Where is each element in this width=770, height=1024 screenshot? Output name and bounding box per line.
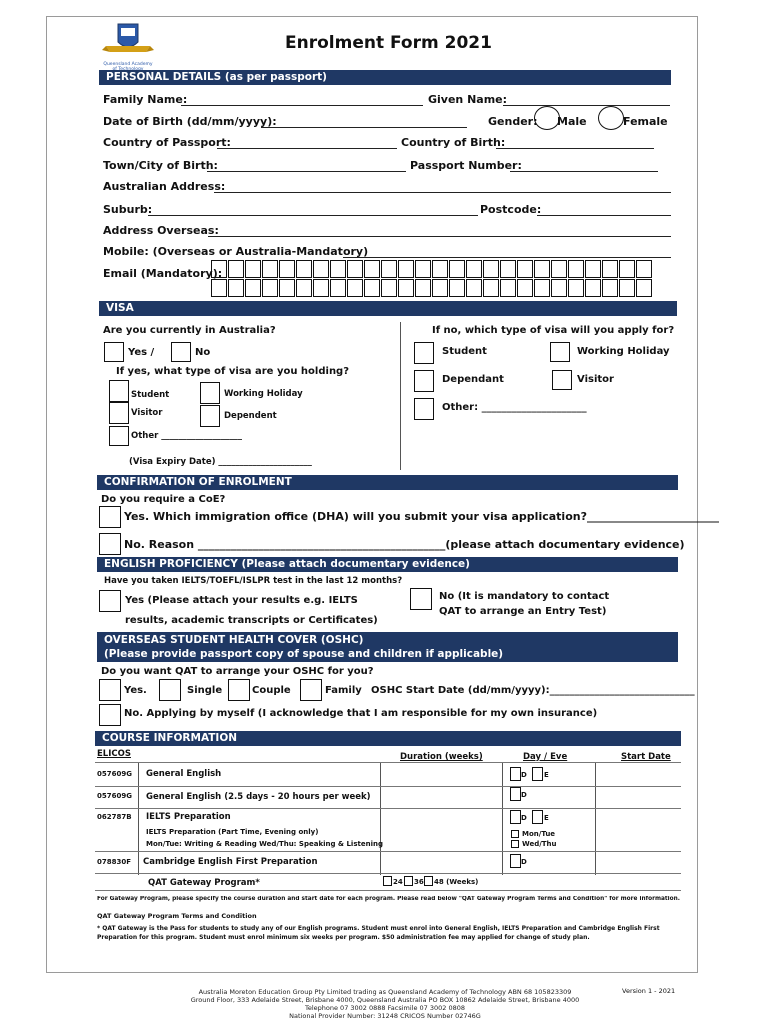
male-label: Male [557, 115, 587, 128]
working-holiday-checkbox[interactable] [200, 382, 220, 404]
email-char-box[interactable] [381, 260, 397, 278]
course-row-divider [95, 873, 681, 874]
postcode-field[interactable] [537, 215, 671, 216]
visa-bar: VISA [99, 301, 677, 316]
email-char-box[interactable] [432, 279, 448, 297]
email-char-box[interactable] [398, 260, 414, 278]
email-char-box[interactable] [330, 279, 346, 297]
english-question: Have you taken IELTS/TOEFL/ISLPR test in the last 12 months? [104, 576, 403, 586]
apply-dependant-label: Dependant [442, 374, 504, 385]
footer-line: National Provider Number: 31248 CRICOS Number 02746G [289, 1012, 481, 1020]
visa-expiry: (Visa Expiry Date) ______________________ [129, 457, 312, 467]
day-label: D [521, 771, 527, 779]
email-char-box[interactable] [279, 260, 295, 278]
q-visa-holding: If yes, what type of visa are you holding? [116, 366, 350, 377]
email-char-box[interactable] [364, 279, 380, 297]
aus-address-field[interactable] [214, 192, 671, 193]
suburb-label: Suburb: [103, 203, 153, 216]
dependent-checkbox[interactable] [200, 405, 220, 427]
day-checkbox[interactable] [510, 854, 521, 868]
other-checkbox[interactable] [109, 426, 129, 446]
course-col-divider [380, 762, 381, 875]
shield-logo-icon [102, 22, 154, 58]
email-char-box[interactable] [500, 260, 516, 278]
course-col-divider [502, 762, 503, 875]
mon-tue-label: Mon/Tue [522, 830, 556, 838]
no-label: No [195, 347, 211, 358]
footer-line: Australia Moreton Education Group Pty Limited trading as Queensland Academy of Technology ABN 68 105823309 [198, 988, 572, 996]
email-char-box[interactable] [449, 279, 465, 297]
mon-tue-checkbox[interactable] [511, 830, 519, 838]
page-title: Enrolment Form 2021 [285, 33, 492, 53]
email-char-box[interactable] [602, 279, 618, 297]
oshc-yes-checkbox[interactable] [99, 679, 121, 701]
yes-checkbox[interactable] [104, 342, 124, 362]
english-no-checkbox[interactable] [410, 588, 432, 610]
english-bar: ENGLISH PROFICIENCY (Please attach documentary evidence) [97, 557, 678, 572]
oshc-no-text: No. Applying by myself (I acknowledge that I am responsible for my own insurance) [124, 708, 598, 719]
dependent-label: Dependent [224, 411, 277, 421]
oshc-bar-line1: OVERSEAS STUDENT HEALTH COVER (OSHC) [104, 634, 364, 646]
course-code: 062787B [97, 813, 132, 821]
course-name: General English (2.5 days - 20 hours per week) [146, 792, 371, 802]
weeks-48-label: 48 (Weeks) [434, 878, 479, 886]
course-code: 057609G [97, 792, 132, 800]
email-char-box[interactable] [500, 279, 516, 297]
oshc-start-date: OSHC Start Date (dd/mm/yyyy):_____________________________ [371, 685, 695, 696]
oshc-family-label: Family [325, 685, 362, 696]
course-bar: COURSE INFORMATION [95, 731, 681, 746]
email-char-box[interactable] [483, 260, 499, 278]
dob-field[interactable] [261, 127, 467, 128]
email-char-box[interactable] [347, 260, 363, 278]
country-birth-field[interactable] [496, 148, 654, 149]
personal-details-bar: PERSONAL DETAILS (as per passport) [99, 70, 671, 85]
course-code: 057609G [97, 770, 132, 778]
email-char-box[interactable] [534, 279, 550, 297]
town-birth-label: Town/City of Birth: [103, 159, 218, 172]
day-eve-header: Day / Eve [523, 752, 568, 762]
oshc-couple-label: Couple [252, 685, 291, 696]
logo-text: Queensland Academy [103, 62, 153, 67]
email-char-box[interactable] [619, 279, 635, 297]
email-char-box[interactable] [585, 260, 601, 278]
email-char-box[interactable] [245, 260, 261, 278]
ielts-sub1: IELTS Preparation (Part Time, Evening only) [146, 828, 319, 836]
student-label: Student [131, 390, 170, 400]
english-yes-line2: results, academic transcripts or Certificates) [125, 615, 378, 626]
coe-no-checkbox[interactable] [99, 533, 121, 555]
country-passport-label: Country of Passport: [103, 136, 231, 149]
apply-student-label: Student [442, 346, 487, 357]
apply-working-label: Working Holiday [577, 346, 670, 357]
email-char-box[interactable] [619, 260, 635, 278]
passport-number-label: Passport Number: [410, 159, 522, 172]
dob-label: Date of Birth (dd/mm/yyyy): [103, 115, 277, 128]
day-label: D [521, 858, 527, 866]
eve-checkbox[interactable] [532, 810, 543, 824]
aus-address-label: Australian Address: [103, 180, 226, 193]
oshc-no-checkbox[interactable] [99, 704, 121, 726]
english-yes-checkbox[interactable] [99, 590, 121, 612]
visitor-label: Visitor [131, 408, 163, 418]
weeks-48-checkbox[interactable] [424, 876, 433, 886]
other-label: Other ___________________ [131, 431, 243, 441]
email-char-box[interactable] [415, 260, 431, 278]
version: Version 1 - 2021 [622, 987, 676, 995]
apply-working-checkbox[interactable] [550, 342, 570, 362]
apply-student-checkbox[interactable] [414, 342, 434, 364]
wed-thu-checkbox[interactable] [511, 840, 519, 848]
coe-no-text: No. Reason _____________________________________________(please attach documentary evidence) [124, 538, 685, 551]
coe-yes-text: Yes. Which immigration office (DHA) will you submit your visa application?________________________ [124, 510, 719, 523]
day-checkbox[interactable] [510, 810, 521, 824]
footer-line: Ground Floor, 333 Adelaide Street, Brisbane 4000, Queensland Australia PO BOX 10862 Adelaide Street, Brisbane 4000 [190, 996, 580, 1004]
course-row-divider [95, 762, 681, 763]
ielts-sub2: Mon/Tue: Writing & Reading Wed/Thu: Speaking & Listening [146, 840, 383, 848]
weeks-24-label: 24 [393, 878, 403, 886]
email-char-box[interactable] [517, 279, 533, 297]
email-char-box[interactable] [466, 260, 482, 278]
notes-divider [95, 890, 681, 891]
country-passport-field[interactable] [217, 148, 397, 149]
day-label: D [521, 814, 527, 822]
course-name: Cambridge English First Preparation [143, 857, 318, 867]
course-name: IELTS Preparation [146, 812, 231, 822]
email-char-box[interactable] [551, 260, 567, 278]
passport-number-field[interactable] [510, 171, 658, 172]
working-holiday-label: Working Holiday [224, 389, 303, 399]
email-char-box[interactable] [568, 260, 584, 278]
email-char-box[interactable] [483, 279, 499, 297]
english-no-line1: No (It is mandatory to contact [439, 591, 610, 602]
email-char-box[interactable] [534, 260, 550, 278]
coe-yes-checkbox[interactable] [99, 506, 121, 528]
email-char-box[interactable] [262, 279, 278, 297]
email-char-box[interactable] [262, 260, 278, 278]
email-char-box[interactable] [296, 279, 312, 297]
email-char-box[interactable] [466, 279, 482, 297]
email-label: Email (Mandatory): [103, 267, 223, 280]
email-char-box[interactable] [313, 260, 329, 278]
oshc-single-label: Single [187, 685, 223, 696]
apply-other-checkbox[interactable] [414, 398, 434, 420]
email-char-box[interactable] [381, 279, 397, 297]
oshc-bar [97, 632, 678, 662]
mobile-field[interactable] [343, 257, 671, 258]
gateway-terms: * QAT Gateway is the Pass for students to study any of our English programs. Student must enrol into General English, IELTS Preparation and Cambridge English First Preparation for this program. Student must enrol minimum six weeks per program. $50 administration fee may applied for change of study plan. [97, 925, 660, 941]
email-char-box[interactable] [585, 279, 601, 297]
email-char-box[interactable] [330, 260, 346, 278]
given-name-field[interactable] [503, 105, 670, 106]
email-char-box[interactable] [551, 279, 567, 297]
email-char-box[interactable] [279, 279, 295, 297]
country-birth-label: Country of Birth: [401, 136, 506, 149]
email-char-box[interactable] [228, 260, 244, 278]
weeks-24-checkbox[interactable] [383, 876, 392, 886]
visitor-checkbox[interactable] [109, 402, 129, 424]
suburb-field[interactable] [148, 215, 478, 216]
oshc-single-checkbox[interactable] [159, 679, 181, 701]
day-label: D [521, 791, 527, 799]
oshc-family-checkbox[interactable] [300, 679, 322, 701]
start-date-header: Start Date [621, 752, 671, 762]
family-name-label: Family Name: [103, 93, 188, 106]
coe-question: Do you require a CoE? [101, 494, 226, 505]
email-char-box[interactable] [449, 260, 465, 278]
yes-label: Yes / [128, 347, 155, 358]
footer-line: Telephone 07 3002 0888 Facsimile 07 3002 0808 [304, 1004, 466, 1012]
wed-thu-label: Wed/Thu [522, 840, 557, 848]
course-row-divider [95, 808, 681, 809]
email-char-box[interactable] [517, 260, 533, 278]
weeks-36-label: 36 [414, 878, 424, 886]
course-row-divider [95, 786, 681, 787]
oshc-question: Do you want QAT to arrange your OSHC for you? [101, 666, 374, 677]
course-col-divider [138, 762, 139, 875]
email-char-box[interactable] [398, 279, 414, 297]
visa-divider [400, 322, 401, 470]
course-name: General English [146, 769, 222, 779]
family-name-field[interactable] [181, 105, 423, 106]
email-char-box[interactable] [636, 260, 652, 278]
gateway-program: QAT Gateway Program* [148, 878, 260, 888]
email-char-box[interactable] [211, 279, 227, 297]
day-checkbox[interactable] [510, 767, 521, 781]
duration-header: Duration (weeks) [400, 752, 483, 762]
email-char-box[interactable] [432, 260, 448, 278]
email-char-box[interactable] [228, 279, 244, 297]
address-overseas-field[interactable] [208, 236, 671, 237]
apply-visitor-label: Visitor [577, 374, 614, 385]
email-char-box[interactable] [211, 260, 227, 278]
given-name-label: Given Name: [428, 93, 508, 106]
coe-bar: CONFIRMATION OF ENROLMENT [97, 475, 678, 490]
postcode-label: Postcode: [480, 203, 542, 216]
email-char-box[interactable] [245, 279, 261, 297]
course-code: 078830F [97, 858, 132, 866]
oshc-bar-line2: (Please provide passport copy of spouse and children if applicable) [104, 648, 504, 660]
gender-label: Gender: [488, 115, 538, 128]
email-char-box[interactable] [415, 279, 431, 297]
town-birth-field[interactable] [207, 171, 406, 172]
course-col-divider [595, 762, 596, 875]
no-checkbox[interactable] [171, 342, 191, 362]
course-row-divider [95, 851, 681, 852]
day-checkbox[interactable] [510, 787, 521, 801]
oshc-couple-checkbox[interactable] [228, 679, 250, 701]
eve-checkbox[interactable] [532, 767, 543, 781]
eve-label: E [544, 814, 549, 822]
email-char-grid[interactable] [211, 260, 653, 298]
weeks-36-checkbox[interactable] [404, 876, 413, 886]
address-overseas-label: Address Overseas: [103, 224, 219, 237]
q-in-australia: Are you currently in Australia? [103, 325, 276, 336]
email-char-box[interactable] [313, 279, 329, 297]
english-no-line2: QAT to arrange an Entry Test) [439, 606, 607, 617]
apply-other-label: Other: _____________________ [442, 402, 587, 413]
email-char-box[interactable] [364, 260, 380, 278]
email-char-box[interactable] [296, 260, 312, 278]
email-char-box[interactable] [568, 279, 584, 297]
q-visa-apply: If no, which type of visa will you apply for? [432, 325, 675, 336]
oshc-yes-label: Yes. [124, 685, 147, 696]
student-checkbox[interactable] [109, 380, 129, 402]
apply-dependant-checkbox[interactable] [414, 370, 434, 392]
english-yes-line1: Yes (Please attach your results e.g. IELTS [125, 595, 358, 606]
mobile-label: Mobile: (Overseas or Australia-Mandatory) [103, 245, 369, 258]
apply-visitor-checkbox[interactable] [552, 370, 572, 390]
footer [150, 988, 620, 1020]
eve-label: E [544, 771, 549, 779]
terms-title: QAT Gateway Program Terms and Condition [97, 912, 257, 920]
female-radio[interactable] [598, 106, 624, 130]
gateway-note: For Gateway Program, please specify the course duration and start date for each program. Please read below "QAT Gateway Program Terms and Condition" for more information. [97, 896, 680, 902]
logo [102, 22, 154, 68]
elicos-header: ELICOS [97, 749, 131, 759]
email-char-box[interactable] [602, 260, 618, 278]
female-label: Female [623, 115, 668, 128]
email-char-box[interactable] [347, 279, 363, 297]
email-char-box[interactable] [636, 279, 652, 297]
